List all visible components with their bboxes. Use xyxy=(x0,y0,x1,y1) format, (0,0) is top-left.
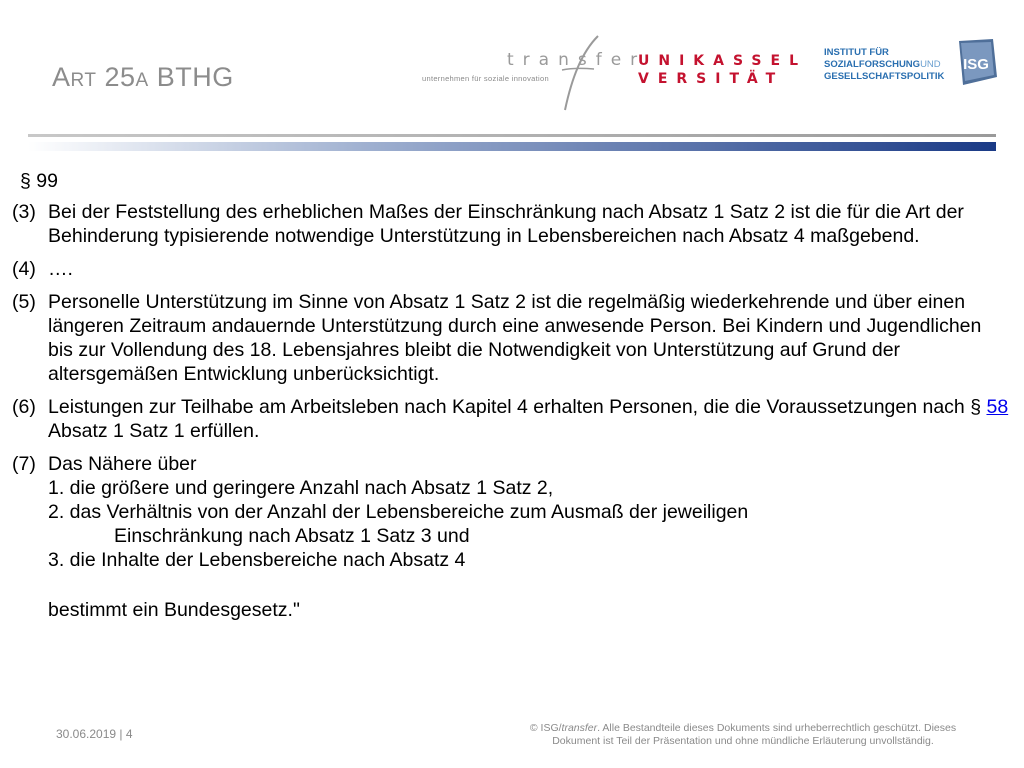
paragraph-3 xyxy=(12,200,1010,248)
paragraph-number: (3) xyxy=(12,201,36,223)
list-item: 3. die Inhalte der Lebensbereiche nach Absatz 4 xyxy=(48,549,466,571)
paragraph-text: Leistungen zur Teilhabe am Arbeitsleben nach Kapitel 4 erhalten Personen, die die Voraussetzungen nach § 58 Absatz 1 Satz 1 erfüllen. xyxy=(48,396,1009,442)
list-item: 2. das Verhältnis von der Anzahl der Lebensbereiche zum Ausmaß der jeweiligen xyxy=(48,501,749,523)
transfer-logo xyxy=(422,32,647,112)
svg-text:ISG: ISG xyxy=(963,56,989,73)
section-58-link[interactable]: 58 xyxy=(986,396,1009,418)
paragraph-text: Bei der Feststellung des erheblichen Maßes der Einschränkung nach Absatz 1 Satz 2 ist die für die Art der Behinderung typisierende notwendige Unterstützung in Lebensbereichen nach Absatz 4 maßgebend. xyxy=(48,201,964,247)
uni-kassel-line1: UNIKASSEL xyxy=(638,53,807,69)
paragraph-number: (7) xyxy=(12,453,36,475)
uni-kassel-line2: VERSITÄT xyxy=(638,71,785,87)
divider-gradient-icon xyxy=(28,132,996,154)
paragraph-7-closing: bestimmt ein Bundesgesetz." xyxy=(48,599,300,621)
isg-logo xyxy=(953,37,999,87)
transfer-tagline: unternehmen für soziale innovation xyxy=(422,74,549,83)
footer-copyright: © ISG/transfer. Alle Bestandteile dieses Dokuments sind urheberrechtlich geschützt. Dieses Dokument ist Teil der Präsentation und ohne mündliche Erläuterung unvollständig. xyxy=(529,722,957,747)
paragraph-4 xyxy=(12,257,1010,281)
paragraph-text: …. xyxy=(48,258,73,280)
paragraph-7 xyxy=(12,452,1010,622)
isg-shield-icon xyxy=(953,37,999,87)
institute-logo-text xyxy=(824,47,954,83)
transfer-swoosh-icon xyxy=(422,32,612,112)
law-text xyxy=(12,169,1010,631)
institute-line3: GESELLSCHAFTSPOLITIK xyxy=(824,71,945,82)
uni-kassel-logo xyxy=(638,52,813,88)
slide-title: Art 25a BTHG xyxy=(52,62,234,92)
paragraph-text: Personelle Unterstützung im Sinne von Absatz 1 Satz 2 ist die regelmäßig wiederkehrende und über einen längeren Zeitraum andauernde Unterstützung durch eine anwesende Person. Bei Kindern und Jugendlichen bis zur Vollendung des 18. Lebensjahres bleibt die Notwendigkeit von Unterstützung auf Grund der altersgemäßen Entwicklung unberücksichtigt. xyxy=(48,291,982,385)
title-divider-bar xyxy=(28,132,996,154)
paragraph-number: (4) xyxy=(12,258,36,280)
section-heading: § 99 xyxy=(20,170,58,192)
list-item-continuation: Einschränkung nach Absatz 1 Satz 3 und xyxy=(114,525,470,547)
paragraph-number: (6) xyxy=(12,396,36,418)
paragraph-6 xyxy=(12,395,1010,443)
footer-date-page: 30.06.2019 | 4 xyxy=(56,727,133,741)
transfer-wordmark: transfer xyxy=(507,50,647,70)
paragraph-5 xyxy=(12,290,1010,386)
institute-line1: INSTITUT FÜR xyxy=(824,47,889,58)
paragraph-number: (5) xyxy=(12,291,36,313)
paragraph-7-intro: Das Nähere über xyxy=(48,453,197,475)
institute-line2: SOZIALFORSCHUNGUND xyxy=(824,59,941,70)
list-item: 1. die größere und geringere Anzahl nach Absatz 1 Satz 2, xyxy=(48,477,554,499)
